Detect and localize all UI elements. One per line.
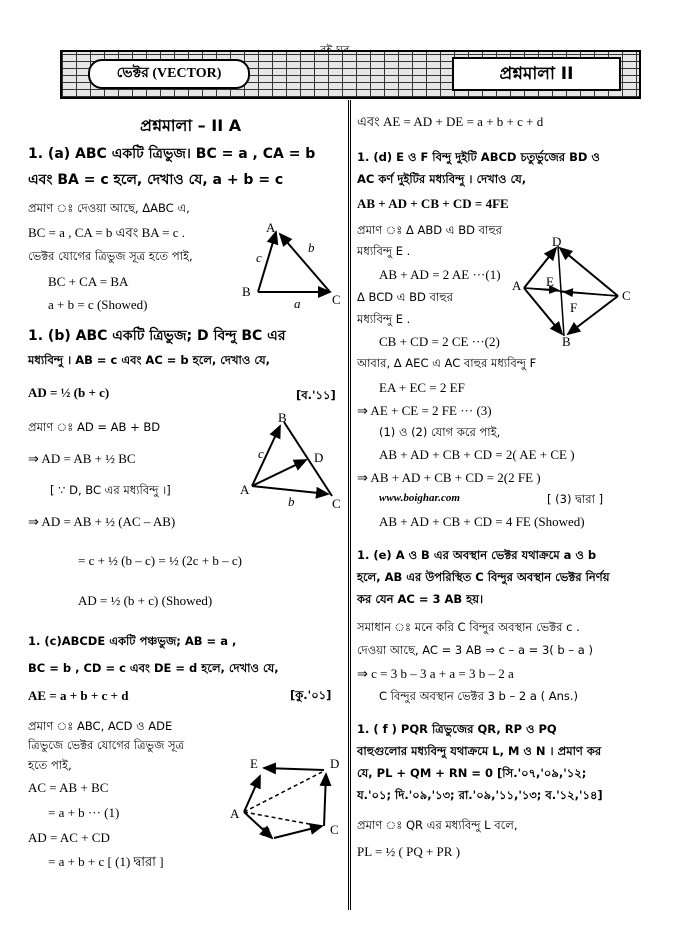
q1c-proof5: = a + b ··· (1) [48,805,120,820]
q1b-line3: AD = ½ (b + c) [28,385,110,400]
q1e-sol1: সমাধান ঃ মনে করি C বিন্দুর অবস্থান ভেক্টর c . [357,620,580,634]
q1c-conclusion: এবং AE = AD + DE = a + b + c + d [357,114,544,129]
q1d-line2: AC কর্ণ দুইটির মধ্যবিন্দু । দেখাও যে, [357,172,527,186]
q1b-proof4: ⇒ AD = AB + ½ (AC – AB) [28,514,176,529]
quad-label-b: B [562,334,571,348]
chapter-title: ভেক্টর (VECTOR) [88,59,250,89]
q1b-proof5: = c + ½ (b – c) = ½ (2c + b – c) [78,553,242,568]
q1a-proof5: a + b = c (Showed) [48,297,148,312]
q1d-proof1: প্রমাণ ঃ Δ ABD এ BD বাহুর [357,223,502,237]
q1f-line4: য.'০১; দি.'০৯,'১৩; রা.'০৯,'১১,'১৩; ব.'১২,'১৪] [357,788,603,802]
q1b-line1: 1. (b) ABC একটি ত্রিভুজ; D বিন্দু BC এর [28,328,286,344]
q1a-line1: 1. (a) ABC একটি ত্রিভুজ। BC = a , CA = b [28,146,316,162]
q1f-line1: 1. ( f ) PQR ত্রিভুজের QR, RP ও PQ [357,722,557,736]
q1f-line3: যে, PL + QM + RN = 0 [সি.'০৭,'০৯,'১২; [357,766,587,780]
q1d-proof14: AB + AD + CB + CD = 4 FE (Showed) [379,514,585,529]
q1d-proof13-tag: [ (3) দ্বারা ] [547,492,604,506]
q1c-proof1: প্রমাণ ঃ ABC, ACD ও ADE [28,719,173,733]
pent-label-b: B [262,824,271,839]
tri1-label-c-vertex: C [332,292,341,307]
tri1-label-b: b [308,240,315,255]
q1b-proof2: ⇒ AD = AB + ½ BC [28,451,136,466]
q1d-proof11: AB + AD + CB + CD = 2( AE + CE ) [379,447,575,462]
q1c-proof2: ত্রিভুজে ভেক্টর যোগের ত্রিভুজ সূত্র [28,738,185,752]
q1d-proof9: ⇒ AE + CE = 2 FE ··· (3) [357,403,492,418]
q1e-sol4: C বিন্দুর অবস্থান ভেক্টর 3 b – 2 a ( Ans.) [379,689,579,703]
q1e-line3: কর যেন AC = 3 AB হয়। [357,592,484,606]
q1b-tag: [ব.'১১] [296,388,336,402]
q1d-proof5: মধ্যবিন্দু E . [357,312,411,326]
q1d-proof2: মধ্যবিন্দু E . [357,244,411,258]
q1b-proof6: AD = ½ (b + c) (Showed) [78,593,213,608]
q1d-proof12: ⇒ AB + AD + CB + CD = 2(2 FE ) [357,470,541,485]
q1e-sol2: দেওয়া আছে, AC = 3 AB ⇒ c – a = 3( b – a ) [357,643,593,657]
tri1-edge-ca [280,234,330,292]
q1e-line2: হলে, AB এর উপরিস্থিত C বিন্দুর অবস্থান ভেক্টর নির্ণয় [357,570,610,584]
column-divider [348,100,351,910]
q1d-proof10: (1) ও (2) যোগ করে পাই, [379,425,501,439]
q1d-proof4: Δ BCD এ BD বাহুর [357,290,453,304]
q1c-proof7: = a + b + c [ (1) দ্বারা ] [48,854,164,869]
triangle-abc-figure [236,220,346,312]
quad-label-e: E [546,274,554,289]
pent-label-d: D [330,756,340,771]
q1c-line2: BC = b , CD = c এবং DE = d হলে, দেখাও যে, [28,661,279,675]
q1f-proof1: প্রমাণ ঃ QR এর মধ্যবিন্দু L বলে, [357,818,518,832]
quad-label-d: D [552,234,562,249]
triangle-abd-figure [240,412,348,512]
pent-edge-ae [244,776,260,812]
q1d-line1: 1. (d) E ও F বিন্দু দুইটি ABCD চতুর্ভুজের BD ও [357,150,600,164]
tri2-label-b: b [288,494,295,509]
watermark-text: www.boighar.com [379,492,460,504]
quad-label-c: C [622,288,631,303]
quad-vec-ce [564,292,618,296]
tri2-edge-bc [284,422,332,496]
quadrilateral-figure [512,234,642,348]
q1b-line2: মধ্যবিন্দু । AB = c এবং AC = b হলে, দেখাও যে, [28,353,270,367]
tri2-edge-ac [252,486,328,494]
pent-label-c: C [330,822,339,837]
q1c-line1: 1. (c)ABCDE একটি পঞ্চভুজ; AB = a , [28,634,237,648]
q1d-proof6: CB + CD = 2 CE ···(2) [379,334,500,349]
tri1-label-a-vertex: A [266,220,276,235]
exercise-title: প্রশ্নমালা II [452,57,621,91]
q1d-proof3: AB + AD = 2 AE ···(1) [379,267,501,282]
pent-diag-ad [244,772,322,812]
pent-label-a: A [230,806,240,821]
q1a-proof4: BC + CA = BA [48,274,129,289]
q1b-proof3: [ ∵ D, BC এর মধ্যবিন্দু ।] [50,483,171,497]
q1f-line2: বাহুগুলোর মধ্যবিন্দু যথাক্রমে L, M ও N । প্রমাণ কর [357,744,602,758]
pent-label-e: E [250,756,258,771]
tri2-label-b-vertex: B [278,412,287,425]
q1a-proof2: BC = a , CA = b এবং BA = c . [28,225,186,240]
q1c-proof4: AC = AB + BC [28,780,109,795]
q1d-line3: AB + AD + CB + CD = 4FE [357,196,509,211]
tri2-label-d-vertex: D [314,450,324,465]
q1f-proof2: PL = ½ ( PQ + PR ) [357,844,461,859]
quad-edge-ab [524,288,562,334]
q1a-proof1: প্রমাণ ঃ দেওয়া আছে, ΔABC এ, [28,201,190,215]
q1d-proof7: আবার, Δ AEC এ AC বাহুর মধ্যবিন্দু F [357,356,537,370]
q1e-line1: 1. (e) A ও B এর অবস্থান ভেক্টর যথাক্রমে a ও b [357,548,597,562]
q1d-proof8: EA + EC = 2 EF [379,380,465,395]
q1a-proof3: ভেক্টর যোগের ত্রিভুজ সূত্র হতে পাই, [28,249,193,263]
pent-edge-bc [274,826,322,838]
tri1-label-b-vertex: B [242,284,251,299]
q1a-line2: এবং BA = c হলে, দেখাও যে, a + b = c [28,172,284,188]
quad-label-a: A [512,278,522,293]
q1c-line3: AE = a + b + c + d [28,688,129,703]
tri2-label-c-vertex: C [332,496,341,511]
tri2-edge-ab [252,426,280,486]
pent-edge-de [264,768,324,770]
tri1-label-a: a [294,296,301,311]
q1c-tag: [কু.'০১] [290,688,332,702]
q1e-sol3: ⇒ c = 3 b – 3 a + a = 3 b – 2 a [357,666,514,681]
quad-edge-cd [560,248,618,296]
q1c-proof3: হতে পাই, [28,758,72,772]
tri1-label-c: c [256,250,262,265]
pent-edge-cd [324,774,326,826]
tri2-label-a-vertex: A [240,482,250,497]
quad-label-f: F [570,300,578,315]
q1b-proof1: প্রমাণ ঃ AD = AB + BD [28,420,161,434]
tri2-edge-ad [252,460,306,486]
q1c-proof6: AD = AC + CD [28,830,110,845]
pentagon-figure [230,752,348,840]
tri2-label-c: c [258,446,264,461]
section-title: প্রশ্নমালা – II A [140,116,242,135]
